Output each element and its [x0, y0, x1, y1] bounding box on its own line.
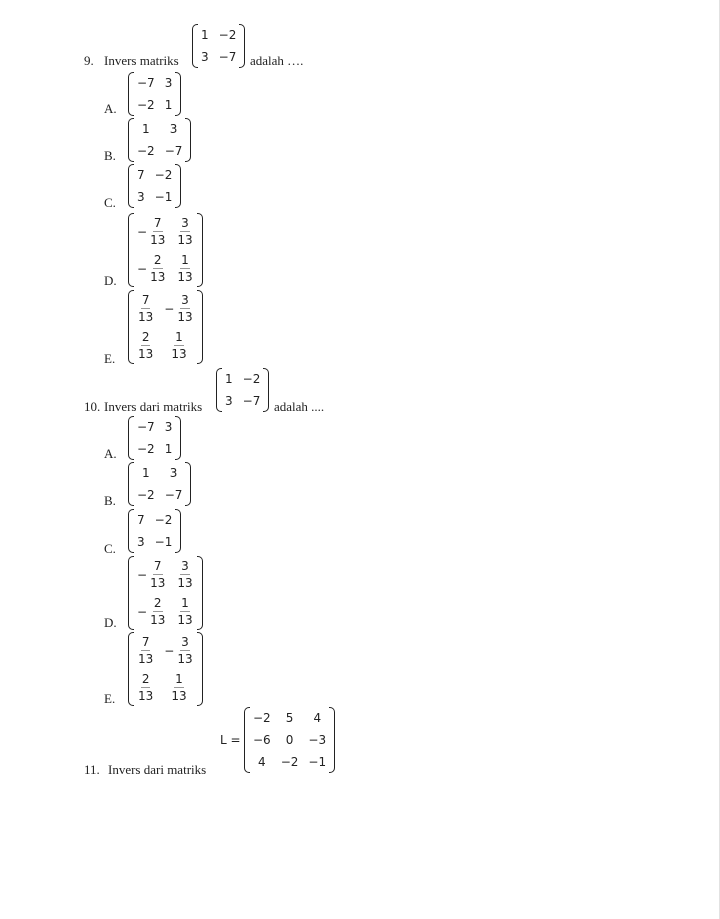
- matrix-cell: −2: [242, 372, 261, 386]
- question-9-suffix: adalah ….: [250, 53, 304, 68]
- fraction-sign: −: [137, 261, 148, 276]
- fraction: [176, 216, 193, 247]
- q10-option-a-label[interactable]: A.: [104, 446, 117, 461]
- matrix-cell: −7: [218, 50, 237, 64]
- fraction: [149, 216, 166, 247]
- question-9-matrix: [192, 24, 245, 68]
- q9-option-d-matrix: [128, 213, 203, 287]
- fraction-denominator: 13: [138, 310, 154, 324]
- question-10-number: 10.: [84, 399, 101, 414]
- matrix-cell: −2: [154, 513, 173, 527]
- matrix-cell: 1: [142, 122, 150, 136]
- fraction-numerator: 3: [181, 559, 189, 573]
- matrix-cell: −2: [253, 711, 271, 725]
- fraction: [176, 559, 193, 590]
- fraction-denominator: 13: [150, 270, 166, 284]
- q9-option-a-label[interactable]: A.: [104, 101, 117, 116]
- fraction: [176, 253, 193, 284]
- matrix-cell: 3: [225, 394, 233, 408]
- matrix-cell: 1: [164, 98, 173, 112]
- matrix-cell: 3: [137, 190, 145, 204]
- fraction-denominator: 13: [177, 310, 193, 324]
- matrix-cell: −2: [280, 755, 299, 769]
- question-11-matrix: [244, 707, 335, 773]
- matrix-cell: [164, 290, 193, 327]
- fraction-denominator: 13: [177, 613, 193, 627]
- right-bracket: [175, 509, 181, 553]
- right-bracket: [197, 632, 203, 706]
- fraction: [137, 672, 154, 703]
- right-bracket: [185, 118, 191, 162]
- fraction-sign: −: [164, 643, 175, 658]
- fraction-numerator: 7: [153, 216, 162, 230]
- matrix-cell: −2: [137, 144, 155, 158]
- matrix-cell: 1: [142, 466, 150, 480]
- matrix-cell: −1: [154, 535, 173, 549]
- matrix-cell: 3: [169, 466, 178, 480]
- fraction: [149, 596, 166, 627]
- fraction-denominator: 13: [150, 613, 166, 627]
- fraction-numerator: 7: [141, 293, 150, 307]
- fraction-denominator: 13: [171, 347, 187, 361]
- question-9-text: Invers matriks: [104, 53, 179, 68]
- matrix-cell: 1: [164, 442, 173, 456]
- q10-option-d-label[interactable]: D.: [104, 615, 117, 630]
- matrix-cell: −2: [137, 98, 155, 112]
- matrix-cell: [137, 250, 166, 287]
- matrix-cell: [176, 250, 193, 287]
- fraction-sign: −: [164, 301, 175, 316]
- fraction: [137, 330, 154, 361]
- fraction-denominator: 13: [177, 270, 193, 284]
- right-bracket: [263, 368, 269, 412]
- fraction-numerator: 1: [175, 672, 183, 686]
- right-bracket: [239, 24, 245, 68]
- fraction-numerator: 1: [181, 253, 189, 267]
- right-bracket: [197, 556, 203, 630]
- matrix-cell: −7: [137, 420, 155, 434]
- fraction-numerator: 3: [181, 293, 189, 307]
- fraction-denominator: 13: [150, 576, 166, 590]
- fraction-denominator: 13: [177, 652, 193, 666]
- fraction-numerator: 2: [153, 596, 162, 610]
- right-bracket: [329, 707, 335, 773]
- q10-option-c-matrix: [128, 509, 181, 553]
- q9-option-e-label[interactable]: E.: [104, 351, 116, 366]
- matrix-cell: 7: [137, 513, 145, 527]
- question-11-text: Invers dari matriks: [108, 762, 207, 777]
- fraction-numerator: 3: [181, 635, 189, 649]
- question-9-number: 9.: [84, 53, 94, 68]
- matrix-cell: [176, 213, 193, 250]
- matrix-cell: −2: [137, 488, 155, 502]
- matrix-cell: [137, 327, 154, 364]
- fraction-denominator: 13: [177, 576, 193, 590]
- matrix-cell: 5: [285, 711, 294, 725]
- question-10-matrix: [216, 368, 269, 412]
- fraction-numerator: 2: [153, 253, 162, 267]
- matrix-cell: −7: [164, 144, 183, 158]
- fraction-sign: −: [137, 224, 148, 239]
- fraction-numerator: 1: [181, 596, 189, 610]
- right-bracket: [175, 164, 181, 208]
- matrix-cell: [137, 290, 154, 327]
- fraction-denominator: 13: [138, 652, 154, 666]
- fraction: [149, 559, 166, 590]
- fraction-denominator: 13: [138, 347, 154, 361]
- matrix-cell: 7: [137, 168, 145, 182]
- fraction-numerator: 2: [141, 672, 150, 686]
- fraction: [176, 635, 193, 666]
- q9-option-c-matrix: [128, 164, 181, 208]
- question-11-matrix-name: L =: [220, 733, 241, 747]
- fraction: [137, 635, 154, 666]
- fraction-denominator: 13: [177, 233, 193, 247]
- matrix-cell: 4: [258, 755, 266, 769]
- matrix-cell: [176, 593, 193, 630]
- fraction-numerator: 2: [141, 330, 150, 344]
- matrix-cell: 3: [201, 50, 209, 64]
- matrix-cell: [176, 556, 193, 593]
- matrix-cell: −1: [308, 755, 327, 769]
- q10-option-e-label[interactable]: E.: [104, 691, 116, 706]
- q10-option-d-matrix: [128, 556, 203, 630]
- question-10-text: Invers dari matriks: [104, 399, 203, 414]
- matrix-cell: 3: [137, 535, 145, 549]
- fraction-numerator: 7: [141, 635, 150, 649]
- matrix-cell: −7: [137, 76, 155, 90]
- fraction-denominator: 13: [171, 689, 187, 703]
- q10-option-e-matrix: [128, 632, 203, 706]
- fraction: [149, 253, 166, 284]
- matrix-cell: −2: [137, 442, 155, 456]
- fraction-denominator: 13: [150, 233, 166, 247]
- matrix-cell: −7: [164, 488, 183, 502]
- fraction: [137, 293, 154, 324]
- q9-option-e-matrix: [128, 290, 203, 364]
- right-bracket: [197, 213, 203, 287]
- q9-option-b-label[interactable]: B.: [104, 148, 116, 163]
- matrix-cell: 1: [225, 372, 233, 386]
- matrix-cell: −3: [308, 733, 327, 747]
- q10-option-b-label[interactable]: B.: [104, 493, 116, 508]
- q10-option-a-matrix: [128, 416, 181, 460]
- fraction-denominator: 13: [138, 689, 154, 703]
- question-10-suffix: adalah ....: [274, 399, 325, 414]
- matrix-cell: 0: [285, 733, 294, 747]
- fraction-sign: −: [137, 604, 148, 619]
- matrix-cell: 3: [164, 76, 173, 90]
- fraction: [176, 293, 193, 324]
- matrix-cell: −2: [154, 168, 173, 182]
- matrix-cell: [137, 669, 154, 706]
- fraction-numerator: 7: [153, 559, 162, 573]
- matrix-cell: [137, 632, 154, 669]
- matrix-cell: 1: [201, 28, 209, 42]
- fraction-sign: −: [137, 567, 148, 582]
- fraction-numerator: 1: [175, 330, 183, 344]
- matrix-cell: 3: [169, 122, 178, 136]
- matrix-cell: −1: [154, 190, 173, 204]
- right-bracket: [197, 290, 203, 364]
- fraction: [170, 330, 187, 361]
- question-11-number: 11.: [84, 762, 100, 777]
- right-bracket: [175, 416, 181, 460]
- matrix-cell: [137, 556, 166, 593]
- right-bracket: [185, 462, 191, 506]
- matrix-cell: −7: [242, 394, 261, 408]
- matrix-cell: −6: [253, 733, 271, 747]
- matrix-cell: [164, 669, 193, 706]
- q9-option-c-label[interactable]: C.: [104, 195, 116, 210]
- matrix-cell: [137, 213, 166, 250]
- matrix-cell: [137, 593, 166, 630]
- matrix-cell: −2: [218, 28, 237, 42]
- matrix-cell: 4: [313, 711, 322, 725]
- q10-option-b-matrix: [128, 462, 191, 506]
- fraction: [176, 596, 193, 627]
- q9-option-d-label[interactable]: D.: [104, 273, 117, 288]
- fraction: [170, 672, 187, 703]
- q9-option-b-matrix: [128, 118, 191, 162]
- matrix-cell: [164, 632, 193, 669]
- matrix-cell: 3: [164, 420, 173, 434]
- q9-option-a-matrix: [128, 72, 181, 116]
- matrix-cell: [164, 327, 193, 364]
- q10-option-c-label[interactable]: C.: [104, 541, 116, 556]
- fraction-numerator: 3: [181, 216, 189, 230]
- right-bracket: [175, 72, 181, 116]
